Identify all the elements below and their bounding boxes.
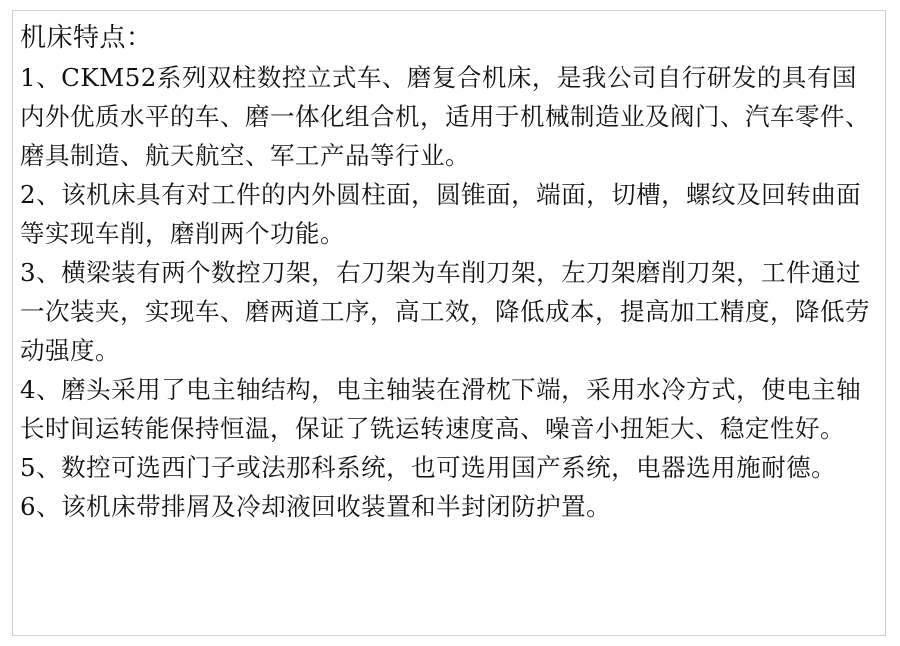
feature-paragraph-6: 6、该机床带排屑及冷却液回收装置和半封闭防护置。 [20,492,612,521]
feature-paragraph-2: 2、该机床具有对工件的内外圆柱面，圆锥面，端面，切槽，螺纹及回转曲面等实现车削，磨削两个功能。 [20,180,862,248]
feature-paragraph-1: 1、CKM52系列双柱数控立式车、磨复合机床，是我公司自行研发的具有国内外优质水平的车、磨一体化组合机，适用于机械制造业及阀门、汽车零件、磨具制造、航天航空、军工产品等行业。 [20,63,870,170]
feature-paragraph-5: 5、数控可选西门子或法那科系统，也可选用国产系统，电器选用施耐德。 [20,453,837,482]
feature-paragraph-3: 3、横梁装有两个数控刀架，右刀架为车削刀架，左刀架磨削刀架，工件通过一次装夹，实现车、磨两道工序，高工效，降低成本，提高加工精度，降低劳动强度。 [20,258,870,365]
feature-paragraph-4: 4、磨头采用了电主轴结构，电主轴装在滑枕下端，采用水冷方式，使电主轴长时间运转能保持恒温，保证了铣运转速度高、噪音小扭矩大、稳定性好。 [20,375,862,443]
document-title: 机床特点： [20,23,153,53]
feature-panel [12,10,886,636]
